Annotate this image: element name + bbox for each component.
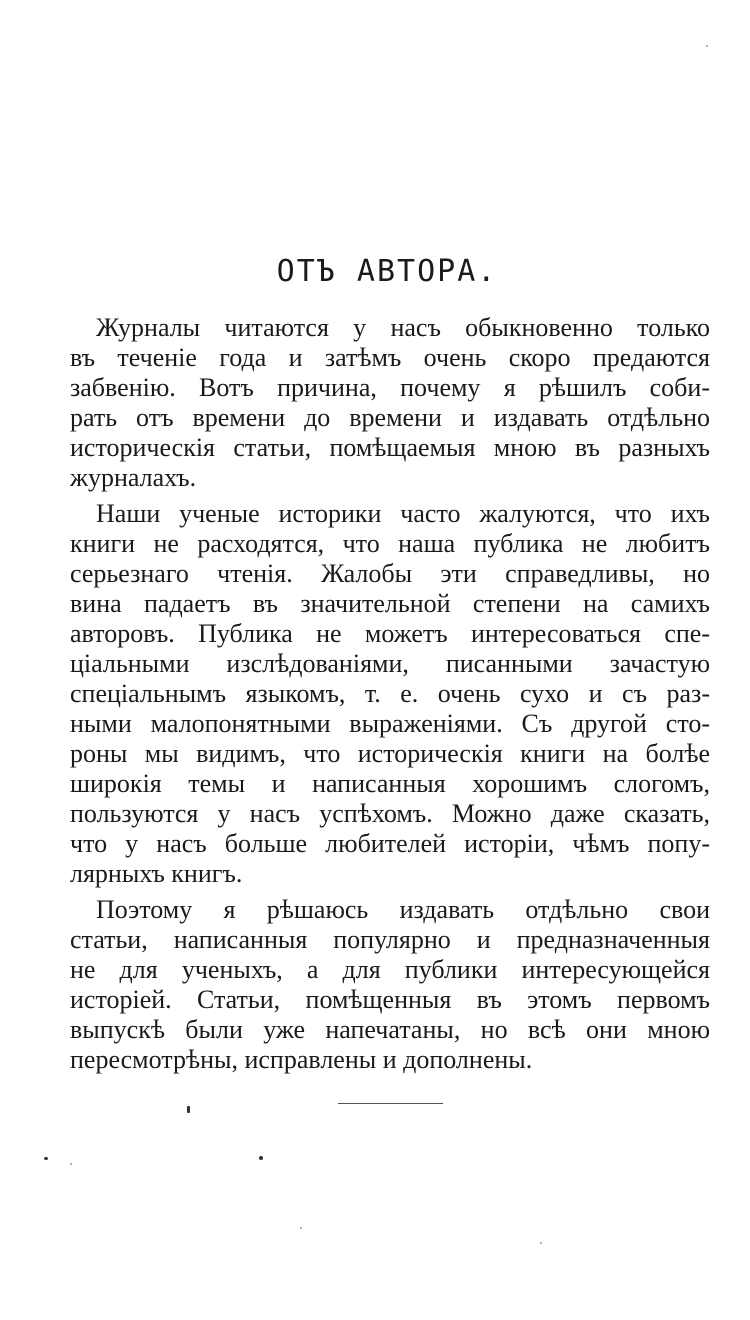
paragraph-3-line-1: Поэтому я рѣшаюсь издавать отдѣльно свои [96,895,710,924]
paragraph-3-line-3: не для ученыхъ, а для публики интересующейся [70,955,710,984]
paragraph-2-line-6: ціальными изслѣдованіями, писанными зачастую [70,649,710,678]
paragraph-1-line-5: историческія статьи, помѣщаемыя мною въ разныхъ [70,433,710,462]
paragraph-1-line-3: забвенію. Вотъ причина, почему я рѣшилъ соби- [70,373,710,402]
paragraph-2-line-12: что у насъ больше любителей исторіи, чѣмъ попу- [70,829,710,858]
print-speck [70,1163,72,1165]
preface-text [70,313,710,1075]
paragraph-2-line-10: широкія темы и написанныя хорошимъ слогомъ, [70,769,710,798]
paragraph-2-line-11: пользуются у насъ успѣхомъ. Можно даже сказать, [70,799,710,828]
paragraph-1-line-4: рать отъ времени до времени и издавать отдѣльно [70,403,710,432]
page-title: ОТЪ АВТОРА. [276,254,498,289]
paragraph-1-line-6: журналахъ. [70,463,197,492]
paragraph-3-line-5: выпускѣ были уже напечатаны, но всѣ они мною [70,1015,710,1044]
print-speck [187,1106,190,1113]
paragraph-2-line-7: спеціальнымъ языкомъ, т. е. очень сухо и съ раз- [70,679,710,708]
print-speck [540,1242,542,1244]
print-speck [259,1156,263,1160]
paragraph-3-line-6: пересмотрѣны, исправлены и дополнены. [70,1045,533,1074]
paragraph-1-line-1: Журналы читаются у насъ обыкновенно только [96,313,710,342]
paragraph-2-line-2: книги не расходятся, что наша публика не любитъ [70,529,710,558]
paragraph-3-line-2: статьи, написанныя популярно и предназначенныя [70,925,710,954]
print-speck [44,1157,48,1160]
closing-rule [338,1103,443,1104]
paragraph-2-line-9: роны мы видимъ, что историческія книги на болѣе [70,739,710,768]
paragraph-2-line-4: вина падаетъ въ значительной степени на самихъ [70,589,710,618]
print-speck [300,1227,302,1229]
print-speck [706,45,708,47]
paragraph-1-line-2: въ теченіе года и затѣмъ очень скоро предаются [70,343,710,372]
paragraph-2-line-8: ными малопонятными выраженіями. Съ другой сто- [70,709,710,738]
paragraph-2-line-3: серьезнаго чтенія. Жалобы эти справедливы, но [70,559,710,588]
paragraph-2-line-1: Наши ученые историки часто жалуются, что ихъ [96,499,710,528]
paragraph-2-line-13: лярныхъ книгъ. [70,859,243,888]
paragraph-3-line-4: исторіей. Статьи, помѣщенныя въ этомъ первомъ [70,985,710,1014]
paragraph-2-line-5: авторовъ. Публика не можетъ интересоваться спе- [70,619,710,648]
